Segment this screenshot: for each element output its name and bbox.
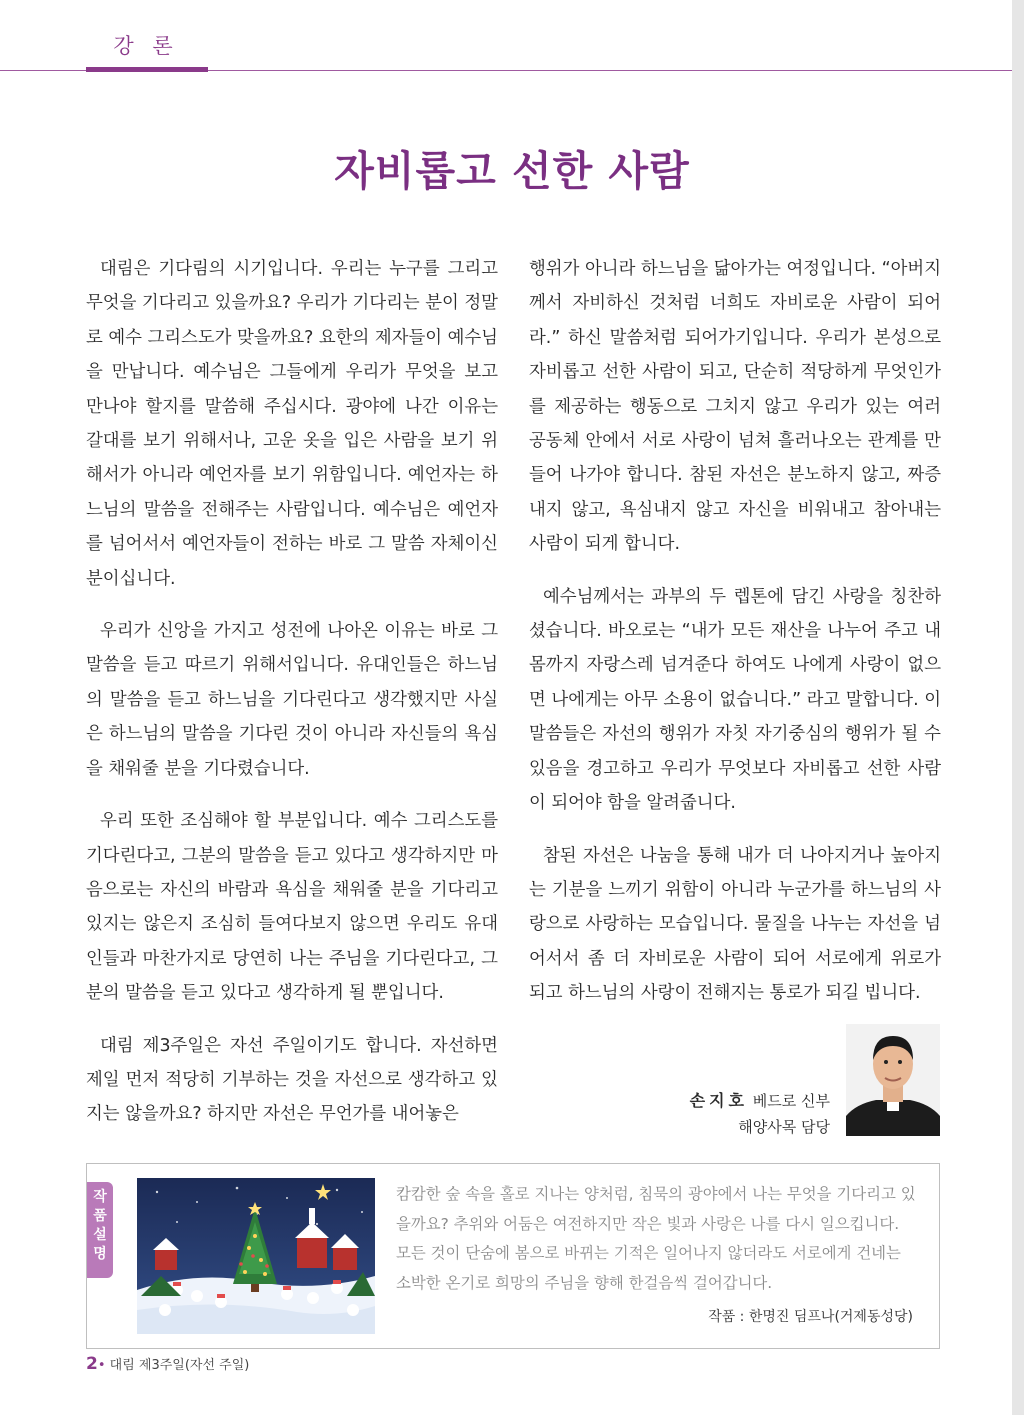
page-number: 2 xyxy=(86,1354,98,1374)
artwork-image xyxy=(137,1178,375,1334)
author-photo xyxy=(846,1024,940,1136)
artwork-caption-box xyxy=(86,1163,940,1349)
article-title: 자비롭고 선한 사람 xyxy=(334,147,690,195)
artwork-description: 캄캄한 숲 속을 홀로 지나는 양처럼, 침묵의 광야에서 나는 무엇을 기다리고 있을까요? 추위와 어둠은 여전하지만 작은 빛과 사랑은 나를 다시 일으킵니다. 모든 것이 단숨에 봄으로 바뀌는 기적은 일어나지 않더라도 서로에게 건네는 소박한 온기로 희망의 주님을 향해 한걸음씩 걸어갑니다. xyxy=(396,1185,916,1292)
page-footer xyxy=(86,1354,249,1374)
paragraph: 대림 제3주일은 자선 주일이기도 합니다. 자선하면 제일 먼저 적당히 기부하는 것을 자선으로 생각하고 있지는 않을까요? 하지만 자선은 무언가를 내어놓은 xyxy=(86,1035,498,1125)
right-column xyxy=(529,252,941,1029)
paragraph: 대림은 기다림의 시기입니다. 우리는 누구를 그리고 무엇을 기다리고 있을까요? 우리가 기다리는 분이 정말로 예수 그리스도가 맞을까요? 요한의 제자들이 예수님을 만납니다. 예수님은 그들에게 우리가 무엇을 보고 만나야 할지를 말씀해 주십시다. 광야에 나간 이유는 갈대를 보기 위해서나, 고운 옷을 입은 사람을 보기 위해서가 아니라 예언자를 보기 위함입니다. 예언자는 하느님의 말씀을 전해주는 사람입니다. 예수님은 예언자를 넘어서서 예언자들이 전하는 바로 그 말씀 자체이신 분이십니다. xyxy=(86,259,498,589)
paragraph: 우리 또한 조심해야 할 부분입니다. 예수 그리스도를 기다린다고, 그분의 말씀을 듣고 있다고 생각하지만 마음으로는 자신의 바람과 욕심을 채워줄 분을 기다리고 있지는 않은지 조심히 들여다보지 않으면 우리도 유대인들과 마찬가지로 당연히 나는 주님을 기다린다고, 그분의 말씀을 듣고 있다고 생각하게 될 뿐입니다. xyxy=(86,811,498,1004)
paragraph: 참된 자선은 나눔을 통해 내가 더 나아지거나 높아지는 기분을 느끼기 위함이 아니라 누군가를 하느님의 사랑으로 사랑하는 모습입니다. 물질을 나누는 자선을 넘어서서 좀 더 자비로운 사람이 되어 서로에게 위로가 되고 하느님의 사랑이 전해지는 통로가 되길 빕니다. xyxy=(529,845,941,1004)
header-rule-accent xyxy=(86,67,208,72)
paragraph: 우리가 신앙을 가지고 성전에 나아온 이유는 바로 그 말씀을 듣고 따르기 위해서입니다. 유대인들은 하느님의 말씀을 듣고 하느님을 기다린다고 생각했지만 사실은 하느님의 말씀을 기다린 것이 아니라 자신들의 욕심을 채워줄 분을 기다렸습니다. xyxy=(86,621,498,779)
tab-char: 품 xyxy=(93,1208,107,1224)
artwork-credit: 작품 : 한명진 딤프나(거제동성당) xyxy=(708,1309,913,1325)
author-title: 베드로 신부 xyxy=(752,1092,830,1110)
paragraph: 예수님께서는 과부의 두 렙톤에 담긴 사랑을 칭찬하셨습니다. 바오로는 “내가 모든 재산을 나누어 주고 내 몸까지 자랑스레 넘겨준다 하여도 나에게 사랑이 없으면 나에게는 아무 소용이 없습니다.” 라고 말합니다. 이 말씀들은 자선의 행위가 자칫 자기중심의 행위가 될 수 있음을 경고하고 우리가 무엇보다 자비롭고 선한 사람이 되어야 함을 알려줍니다. xyxy=(529,586,941,814)
author-info xyxy=(600,1088,830,1140)
tab-char: 명 xyxy=(93,1246,107,1262)
author-name: 손지호 xyxy=(689,1091,748,1110)
bullet-icon: • xyxy=(97,1358,106,1373)
left-column xyxy=(86,252,498,1150)
artwork-description-tab xyxy=(87,1182,113,1278)
paragraph: 행위가 아니라 하느님을 닮아가는 여정입니다. “아버지께서 자비하신 것처럼 너희도 자비로운 사람이 되어라.” 하신 말씀처럼 되어가기입니다. 우리가 본성으로 자비롭고 선한 사람이 되고, 단순히 적당하게 무엇인가를 제공하는 행동으로 그치지 않고 우리가 있는 여러 공동체 안에서 서로 사랑이 넘쳐 흘러나오는 관계를 만들어 나가야 합니다. 참된 자선은 분노하지 않고, 짜증 내지 않고, 욕심내지 않고 자신을 비워내고 참아내는 사람이 되게 합니다. xyxy=(529,259,941,555)
page-edge xyxy=(1012,0,1024,1415)
tab-char: 작 xyxy=(93,1189,107,1205)
footer-label: 대림 제3주일(자선 주일) xyxy=(109,1358,250,1373)
tab-char: 설 xyxy=(93,1227,107,1243)
author-role: 해양사목 담당 xyxy=(738,1118,830,1136)
section-label: 강 론 xyxy=(113,34,179,58)
